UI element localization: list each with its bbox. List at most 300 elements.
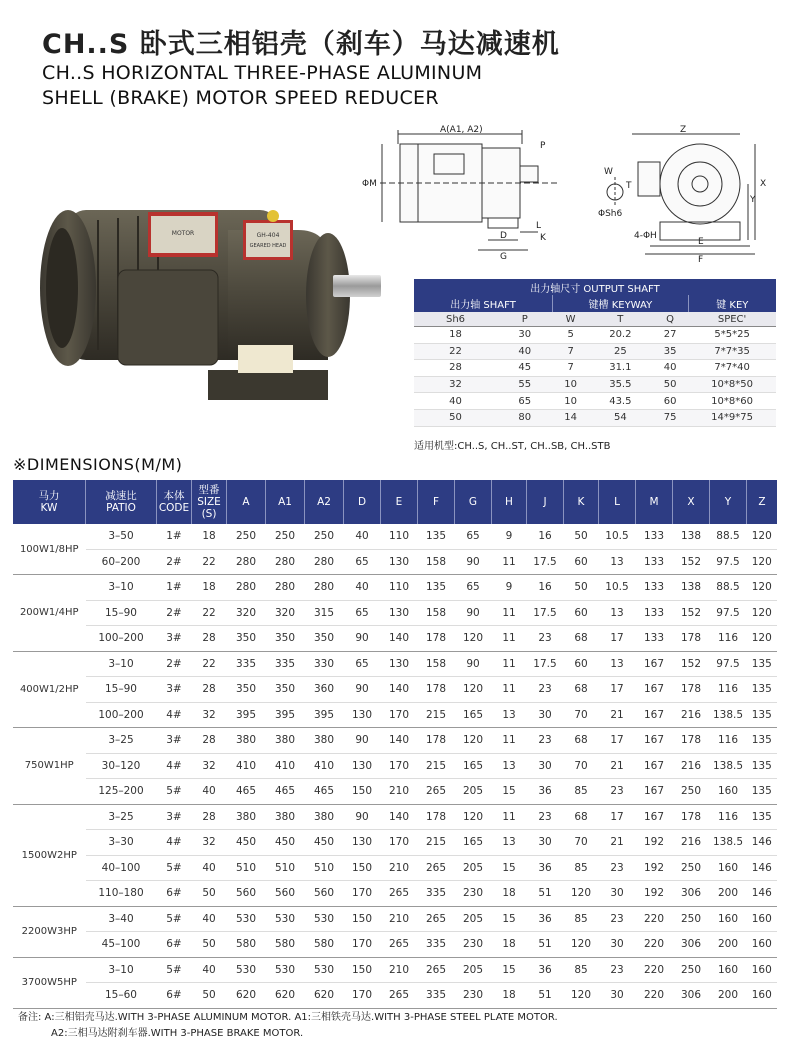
dim-row xyxy=(13,983,777,1009)
dim-cell: 135 xyxy=(747,702,778,728)
label-g: G xyxy=(500,252,507,262)
shaft-cell: 7*7*40 xyxy=(688,360,776,377)
dim-cell: 6# xyxy=(157,881,192,907)
dim-kw: 200W1/4HP xyxy=(13,575,86,652)
shaft-cell: 20.2 xyxy=(589,327,652,344)
dim-cell: 1# xyxy=(157,524,192,549)
dim-kw: 100W1/8HP xyxy=(13,524,86,575)
shaft-row xyxy=(414,409,776,426)
dim-cell: 28 xyxy=(192,728,227,754)
dim-cell: 265 xyxy=(418,779,455,805)
dim-cell: 160 xyxy=(710,855,747,881)
dim-cell: 18 xyxy=(192,524,227,549)
dim-row xyxy=(13,702,777,728)
dim-header-line: D xyxy=(357,496,367,508)
dim-cell: 133 xyxy=(636,600,673,626)
dim-row xyxy=(13,575,777,601)
dim-cell: 167 xyxy=(636,753,673,779)
dim-cell: 250 xyxy=(266,524,305,549)
dim-cell: 18 xyxy=(492,932,527,958)
dim-cell: 450 xyxy=(266,830,305,856)
dim-cell: 11 xyxy=(492,804,527,830)
dim-header xyxy=(673,480,710,524)
dim-cell: 250 xyxy=(305,524,344,549)
dim-cell: 380 xyxy=(227,728,266,754)
dim-cell: 230 xyxy=(455,983,492,1009)
dim-cell: 9 xyxy=(492,524,527,549)
dim-cell: 90 xyxy=(344,804,381,830)
shaft-cell: 40 xyxy=(497,343,553,360)
dim-cell: 160 xyxy=(747,906,778,932)
output-shaft-table xyxy=(414,279,776,427)
dimensions-title: ※DIMENSIONS(M/M) xyxy=(13,455,183,474)
dim-cell: 17 xyxy=(599,728,636,754)
dim-cell: 120 xyxy=(747,549,778,575)
dim-row xyxy=(13,779,777,805)
dim-cell: 68 xyxy=(564,626,599,652)
shaft-cell: 60 xyxy=(652,393,688,410)
col-w: W xyxy=(553,312,589,327)
dim-cell: 90 xyxy=(455,549,492,575)
dim-cell: 215 xyxy=(418,753,455,779)
dim-cell: 50 xyxy=(564,575,599,601)
dim-cell: 23 xyxy=(599,855,636,881)
dim-cell: 335 xyxy=(266,651,305,677)
dim-cell: 3–10 xyxy=(86,957,157,983)
dim-cell: 100–200 xyxy=(86,626,157,652)
dim-cell: 320 xyxy=(227,600,266,626)
dim-row xyxy=(13,728,777,754)
dim-cell: 165 xyxy=(455,830,492,856)
dim-header-line: 马力 xyxy=(38,490,60,502)
dim-header xyxy=(418,480,455,524)
dim-cell: 125–200 xyxy=(86,779,157,805)
dim-kw: 3700W5HP xyxy=(13,957,86,1008)
shaft-cell: 14*9*75 xyxy=(688,409,776,426)
dim-cell: 65 xyxy=(344,651,381,677)
dim-row xyxy=(13,957,777,983)
dimensions-table xyxy=(13,480,777,1009)
dim-cell: 210 xyxy=(381,957,418,983)
shaft-cell: 65 xyxy=(497,393,553,410)
dim-cell: 85 xyxy=(564,855,599,881)
dim-cell: 28 xyxy=(192,677,227,703)
dim-cell: 130 xyxy=(344,702,381,728)
dim-cell: 90 xyxy=(455,651,492,677)
dim-cell: 40 xyxy=(192,957,227,983)
dim-cell: 3–50 xyxy=(86,524,157,549)
dim-cell: 410 xyxy=(266,753,305,779)
label-m: ΦM xyxy=(362,179,377,189)
dim-row xyxy=(13,906,777,932)
dim-cell: 230 xyxy=(455,932,492,958)
dim-cell: 230 xyxy=(455,881,492,907)
dim-cell: 306 xyxy=(673,932,710,958)
dim-cell: 90 xyxy=(344,626,381,652)
dim-header-line: J xyxy=(543,496,547,508)
dim-header-line: Y xyxy=(724,496,732,508)
dim-cell: 215 xyxy=(418,702,455,728)
dim-row xyxy=(13,626,777,652)
dim-cell: 65 xyxy=(455,575,492,601)
dim-cell: 15 xyxy=(492,906,527,932)
dim-header xyxy=(86,480,157,524)
dim-cell: 410 xyxy=(305,753,344,779)
dim-cell: 178 xyxy=(418,804,455,830)
dim-cell: 380 xyxy=(266,804,305,830)
dim-cell: 23 xyxy=(599,906,636,932)
dim-cell: 138.5 xyxy=(710,753,747,779)
dim-cell: 40 xyxy=(344,575,381,601)
dim-cell: 6# xyxy=(157,932,192,958)
dim-cell: 120 xyxy=(455,728,492,754)
dim-cell: 36 xyxy=(527,779,564,805)
label-z: Z xyxy=(680,125,687,135)
shaft-cell: 7 xyxy=(553,360,589,377)
dim-cell: 133 xyxy=(636,549,673,575)
label-p: P xyxy=(540,141,546,151)
dim-cell: 5# xyxy=(157,906,192,932)
shaft-cell: 32 xyxy=(414,376,497,393)
dim-cell: 10.5 xyxy=(599,524,636,549)
dim-cell: 110–180 xyxy=(86,881,157,907)
dim-cell: 350 xyxy=(266,626,305,652)
dim-cell: 11 xyxy=(492,600,527,626)
dim-header xyxy=(381,480,418,524)
dim-cell: 250 xyxy=(673,906,710,932)
dim-cell: 17.5 xyxy=(527,651,564,677)
dim-cell: 167 xyxy=(636,677,673,703)
dim-cell: 120 xyxy=(747,600,778,626)
label-x: X xyxy=(760,179,767,189)
dim-cell: 70 xyxy=(564,753,599,779)
dim-cell: 88.5 xyxy=(710,575,747,601)
dim-cell: 335 xyxy=(418,932,455,958)
dim-cell: 133 xyxy=(636,575,673,601)
dim-cell: 22 xyxy=(192,549,227,575)
dim-cell: 120 xyxy=(747,626,778,652)
dim-cell: 150 xyxy=(344,779,381,805)
dim-cell: 620 xyxy=(227,983,266,1009)
dim-header-line: G xyxy=(468,496,478,508)
side-view-drawing xyxy=(360,122,570,262)
dim-header-line: X xyxy=(687,496,695,508)
dim-cell: 90 xyxy=(344,677,381,703)
dim-cell: 23 xyxy=(527,804,564,830)
dim-cell: 335 xyxy=(418,983,455,1009)
shaft-cell: 43.5 xyxy=(589,393,652,410)
dim-cell: 130 xyxy=(381,651,418,677)
dim-cell: 510 xyxy=(227,855,266,881)
dim-header-line: Z xyxy=(758,496,766,508)
dim-cell: 350 xyxy=(266,677,305,703)
shaft-table-title: 出力轴尺寸 OUTPUT SHAFT xyxy=(414,279,776,295)
dim-cell: 170 xyxy=(381,830,418,856)
shaft-row xyxy=(414,360,776,377)
dim-cell: 146 xyxy=(747,855,778,881)
dim-cell: 160 xyxy=(747,983,778,1009)
dim-cell: 450 xyxy=(305,830,344,856)
dim-cell: 200 xyxy=(710,881,747,907)
shaft-cell: 10*8*50 xyxy=(688,376,776,393)
shaft-cell: 80 xyxy=(497,409,553,426)
dim-row xyxy=(13,932,777,958)
dim-cell: 160 xyxy=(747,957,778,983)
dim-cell: 160 xyxy=(710,779,747,805)
dim-cell: 135 xyxy=(747,728,778,754)
dim-cell: 65 xyxy=(455,524,492,549)
dim-cell: 170 xyxy=(344,881,381,907)
dim-cell: 150 xyxy=(344,957,381,983)
dim-cell: 265 xyxy=(418,855,455,881)
dim-cell: 16 xyxy=(527,575,564,601)
dim-cell: 4# xyxy=(157,753,192,779)
dim-row xyxy=(13,753,777,779)
dim-cell: 250 xyxy=(673,957,710,983)
dim-header xyxy=(192,480,227,524)
shaft-cell: 10 xyxy=(553,393,589,410)
dim-cell: 3–10 xyxy=(86,651,157,677)
dim-cell: 410 xyxy=(227,753,266,779)
dim-cell: 23 xyxy=(527,728,564,754)
dim-cell: 51 xyxy=(527,983,564,1009)
dim-cell: 120 xyxy=(455,804,492,830)
dim-cell: 13 xyxy=(492,702,527,728)
dim-cell: 40–100 xyxy=(86,855,157,881)
dim-cell: 60 xyxy=(564,651,599,677)
dim-cell: 2# xyxy=(157,651,192,677)
dim-header xyxy=(527,480,564,524)
nameplate-text-2: GEARED HEAD xyxy=(249,243,287,249)
shaft-cell: 27 xyxy=(652,327,688,344)
dim-cell: 3–40 xyxy=(86,906,157,932)
shaft-cell: 55 xyxy=(497,376,553,393)
dim-cell: 17 xyxy=(599,804,636,830)
dim-cell: 70 xyxy=(564,830,599,856)
dim-cell: 465 xyxy=(266,779,305,805)
shaft-cell: 5 xyxy=(553,327,589,344)
dim-cell: 11 xyxy=(492,651,527,677)
dim-cell: 23 xyxy=(527,626,564,652)
dim-cell: 85 xyxy=(564,957,599,983)
svg-text:MOTOR: MOTOR xyxy=(171,230,195,237)
dim-cell: 4# xyxy=(157,830,192,856)
dim-cell: 320 xyxy=(266,600,305,626)
shaft-cell: 45 xyxy=(497,360,553,377)
shaft-cell: 18 xyxy=(414,327,497,344)
dim-cell: 133 xyxy=(636,524,673,549)
dim-cell: 530 xyxy=(305,906,344,932)
dim-cell: 138 xyxy=(673,575,710,601)
dim-header-line: 本体 xyxy=(163,490,185,502)
footnote-line1: 备注: A:三相铝壳马达.WITH 3-PHASE ALUMINUM MOTOR. A1:三相铁壳马达.WITH 3-PHASE STEEL PLATE MOTOR. xyxy=(18,1012,558,1023)
dim-cell: 4# xyxy=(157,702,192,728)
dim-cell: 192 xyxy=(636,881,673,907)
dim-cell: 120 xyxy=(747,524,778,549)
shaft-cell: 50 xyxy=(414,409,497,426)
dim-cell: 178 xyxy=(673,728,710,754)
dim-cell: 130 xyxy=(344,753,381,779)
dim-cell: 170 xyxy=(381,753,418,779)
dim-cell: 620 xyxy=(305,983,344,1009)
dim-cell: 40 xyxy=(192,779,227,805)
dim-cell: 32 xyxy=(192,830,227,856)
shaft-cell: 7 xyxy=(553,343,589,360)
dim-cell: 167 xyxy=(636,702,673,728)
dim-cell: 167 xyxy=(636,728,673,754)
dim-cell: 3–30 xyxy=(86,830,157,856)
dim-cell: 18 xyxy=(492,983,527,1009)
dim-cell: 30 xyxy=(527,753,564,779)
dim-cell: 152 xyxy=(673,549,710,575)
dim-cell: 220 xyxy=(636,932,673,958)
dim-cell: 120 xyxy=(564,983,599,1009)
dim-row xyxy=(13,600,777,626)
dim-cell: 120 xyxy=(747,575,778,601)
dim-cell: 165 xyxy=(455,702,492,728)
dim-header-line: F xyxy=(432,496,440,508)
dim-cell: 23 xyxy=(599,779,636,805)
col-q: Q xyxy=(652,312,688,327)
shaft-cell: 75 xyxy=(652,409,688,426)
dim-cell: 68 xyxy=(564,804,599,830)
page-title-cn: CH..S 卧式三相铝壳（刹车）马达减速机 xyxy=(42,29,560,60)
dim-cell: 510 xyxy=(266,855,305,881)
dim-cell: 306 xyxy=(673,983,710,1009)
shaft-cell: 14 xyxy=(553,409,589,426)
dim-cell: 50 xyxy=(192,983,227,1009)
shaft-cell: 30 xyxy=(497,327,553,344)
dim-cell: 140 xyxy=(381,626,418,652)
dim-header-line: CODE xyxy=(158,502,190,514)
dim-cell: 450 xyxy=(227,830,266,856)
dim-cell: 146 xyxy=(747,830,778,856)
dim-kw: 400W1/2HP xyxy=(13,651,86,728)
dim-cell: 178 xyxy=(418,728,455,754)
dim-header xyxy=(157,480,192,524)
dim-cell: 3–25 xyxy=(86,804,157,830)
label-a: A(A1, A2) xyxy=(440,125,483,135)
dim-row xyxy=(13,549,777,575)
dim-cell: 30 xyxy=(599,881,636,907)
dim-cell: 210 xyxy=(381,855,418,881)
dim-cell: 160 xyxy=(747,932,778,958)
shaft-cell: 10*8*60 xyxy=(688,393,776,410)
shaft-cell: 40 xyxy=(652,360,688,377)
dim-header xyxy=(710,480,747,524)
dim-cell: 10.5 xyxy=(599,575,636,601)
dim-cell: 40 xyxy=(344,524,381,549)
dim-cell: 116 xyxy=(710,728,747,754)
dim-cell: 120 xyxy=(455,677,492,703)
dim-cell: 135 xyxy=(418,575,455,601)
dim-cell: 210 xyxy=(381,906,418,932)
dim-cell: 18 xyxy=(192,575,227,601)
dim-cell: 580 xyxy=(227,932,266,958)
dim-cell: 22 xyxy=(192,600,227,626)
dim-cell: 85 xyxy=(564,906,599,932)
dim-cell: 2# xyxy=(157,549,192,575)
dim-kw: 1500W2HP xyxy=(13,804,86,906)
dim-header xyxy=(492,480,527,524)
dim-cell: 200 xyxy=(710,983,747,1009)
dim-cell: 65 xyxy=(344,549,381,575)
dim-cell: 220 xyxy=(636,957,673,983)
dim-cell: 30 xyxy=(527,702,564,728)
dim-cell: 250 xyxy=(673,779,710,805)
dim-cell: 51 xyxy=(527,881,564,907)
label-k: K xyxy=(540,233,546,243)
dim-header xyxy=(747,480,778,524)
nameplate-text: GH-404 xyxy=(256,232,280,239)
dim-header-line: L xyxy=(614,496,620,508)
dim-header xyxy=(636,480,673,524)
dim-cell: 13 xyxy=(599,651,636,677)
dim-cell: 30 xyxy=(527,830,564,856)
dim-cell: 350 xyxy=(227,626,266,652)
dim-cell: 40 xyxy=(192,906,227,932)
dim-cell: 265 xyxy=(381,932,418,958)
dim-cell: 45–100 xyxy=(86,932,157,958)
shaft-cell: 54 xyxy=(589,409,652,426)
shaft-row xyxy=(414,376,776,393)
dim-header xyxy=(13,480,86,524)
dim-row xyxy=(13,677,777,703)
dim-header-line: E xyxy=(395,496,403,508)
shaft-group-header: 出力轴 SHAFT xyxy=(414,295,553,312)
dim-cell: 216 xyxy=(673,830,710,856)
dim-cell: 380 xyxy=(227,804,266,830)
dim-cell: 178 xyxy=(418,626,455,652)
dim-cell: 167 xyxy=(636,651,673,677)
dim-cell: 36 xyxy=(527,957,564,983)
dim-header-line: M xyxy=(649,496,659,508)
dim-cell: 152 xyxy=(673,600,710,626)
dim-cell: 150 xyxy=(344,855,381,881)
dim-cell: 97.5 xyxy=(710,549,747,575)
col-spec: SPEC' xyxy=(688,312,776,327)
dim-cell: 158 xyxy=(418,549,455,575)
dim-cell: 85 xyxy=(564,779,599,805)
label-y: Y xyxy=(750,195,756,205)
dim-cell: 330 xyxy=(305,651,344,677)
dim-cell: 133 xyxy=(636,626,673,652)
dim-cell: 160 xyxy=(710,906,747,932)
dim-cell: 250 xyxy=(227,524,266,549)
dim-cell: 11 xyxy=(492,549,527,575)
dim-cell: 395 xyxy=(227,702,266,728)
dim-row xyxy=(13,855,777,881)
dim-cell: 135 xyxy=(747,677,778,703)
dim-cell: 216 xyxy=(673,702,710,728)
dim-cell: 68 xyxy=(564,728,599,754)
dim-cell: 1# xyxy=(157,575,192,601)
label-sh6: ΦSh6 xyxy=(598,209,623,219)
dim-cell: 110 xyxy=(381,575,418,601)
dim-cell: 3# xyxy=(157,728,192,754)
dim-cell: 60 xyxy=(564,549,599,575)
dim-cell: 380 xyxy=(266,728,305,754)
dim-cell: 280 xyxy=(266,575,305,601)
dim-header xyxy=(455,480,492,524)
dim-cell: 97.5 xyxy=(710,600,747,626)
dim-cell: 350 xyxy=(227,677,266,703)
dim-cell: 560 xyxy=(227,881,266,907)
shaft-cell: 7*7*35 xyxy=(688,343,776,360)
dim-cell: 205 xyxy=(455,855,492,881)
dim-cell: 335 xyxy=(227,651,266,677)
dim-header-line: 型番 xyxy=(198,484,220,496)
